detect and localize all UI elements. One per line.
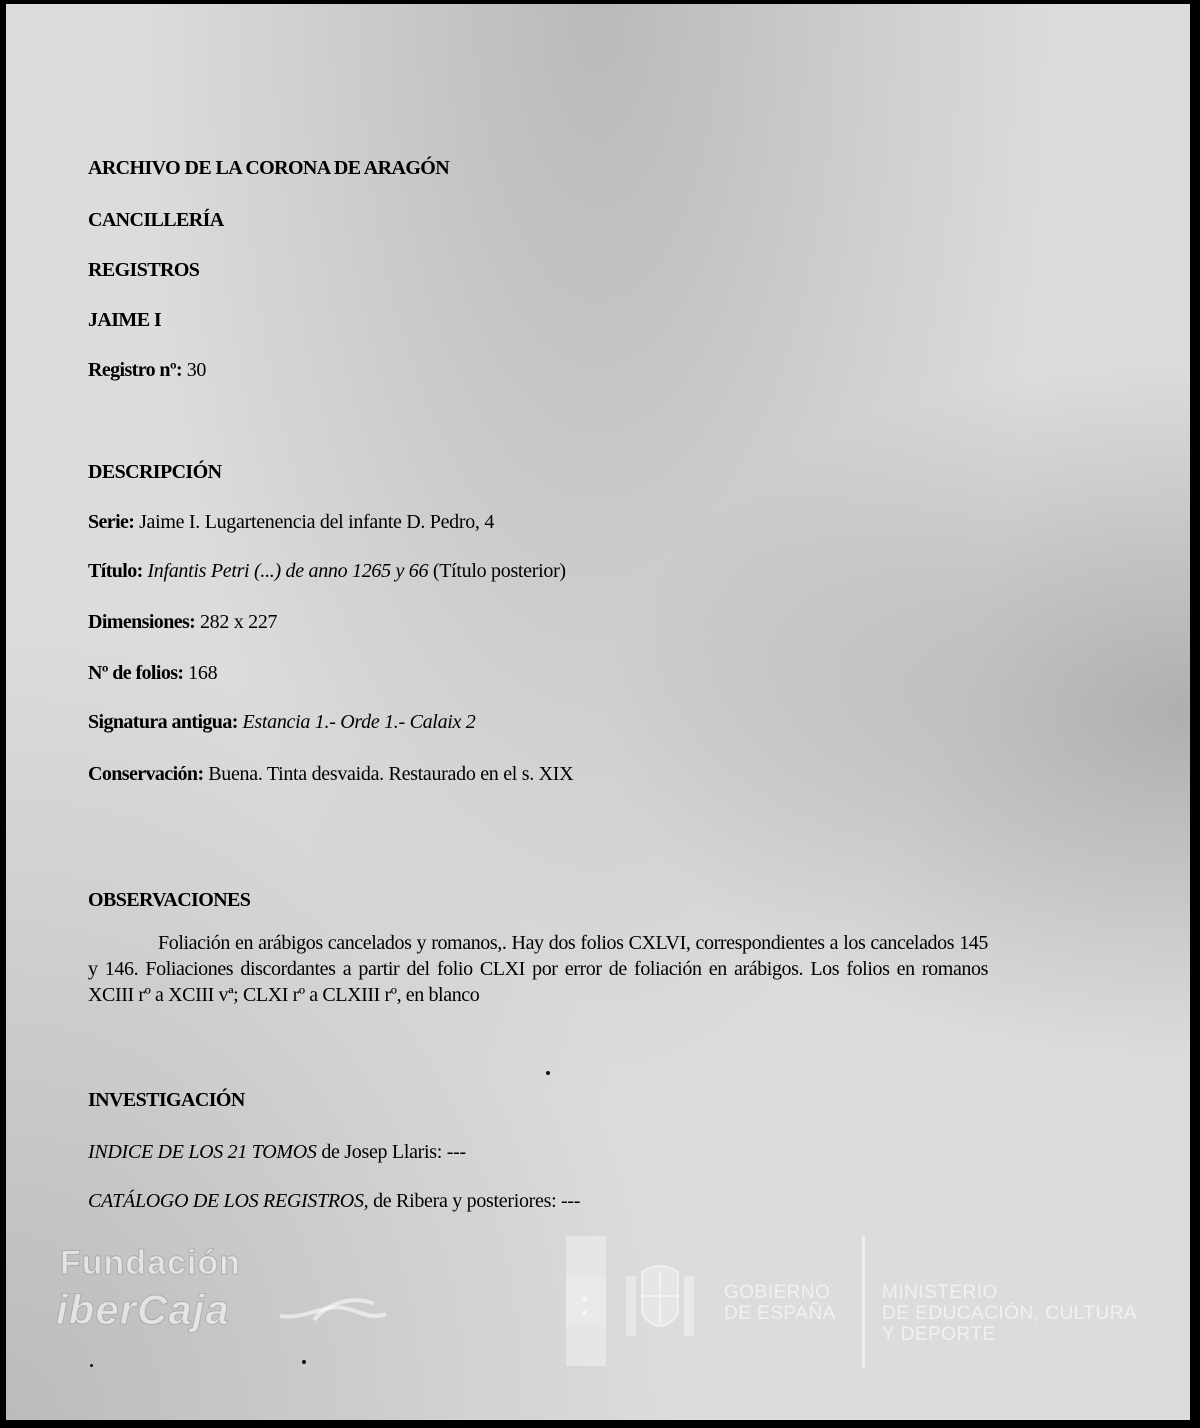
gobierno-de-espana-text: [724, 1282, 836, 1324]
signatura-label: Signatura antigua:: [88, 711, 238, 733]
dimensiones-label: Dimensiones:: [88, 611, 196, 633]
spain-flag-icon: [566, 1236, 606, 1366]
gobierno-line-2: DE ESPAÑA: [724, 1303, 836, 1324]
indice-title: INDICE DE LOS 21 TOMOS: [88, 1141, 317, 1163]
section-title: CANCILLERÍA: [88, 209, 224, 231]
spain-coat-of-arms-icon: [620, 1258, 700, 1348]
signatura-value: Estancia 1.- Orde 1.- Calaix 2: [242, 711, 476, 733]
folios-label: Nº de folios:: [88, 662, 184, 684]
indice-line: [88, 1140, 466, 1164]
folios-line: [88, 661, 217, 685]
scan-speck: [302, 1360, 306, 1364]
titulo-note: (Título posterior): [432, 560, 566, 582]
signatura-line: [88, 710, 476, 734]
registro-label: Registro nº:: [88, 359, 183, 381]
conservacion-value: Buena. Tinta desvaida. Restaurado en el s. XIX: [208, 763, 574, 785]
archive-title: ARCHIVO DE LA CORONA DE ARAGÓN: [88, 157, 450, 179]
logo-divider: [862, 1236, 865, 1368]
gobierno-line-1: GOBIERNO: [724, 1282, 831, 1303]
titulo-label: Título:: [88, 560, 143, 582]
ministerio-text: [882, 1282, 1137, 1345]
observaciones-text: Foliación en arábigos cancelados y romanos,. Hay dos folios CXLVI, correspondientes a los cancelados 145 y 146. Foliaciones discordantes a partir del folio CLXI por error de foliación en arábigos. Los folios en romanos XCIII rº a XCIII vª; CLXI rº a CLXIII rº, en blanco: [88, 932, 988, 1006]
serie-line: [88, 510, 494, 534]
dimensiones-value: 282 x 227: [199, 611, 278, 633]
svg-text:★: ★: [580, 1294, 589, 1305]
scan-speck: [546, 1071, 550, 1075]
conservacion-line: [88, 762, 573, 786]
series-title: REGISTROS: [88, 259, 200, 281]
ministerio-line-2: DE EDUCACIÓN, CULTURA: [882, 1303, 1138, 1324]
titulo-line: [88, 559, 566, 583]
ibercaja-logo-text: iberCaja: [56, 1286, 230, 1333]
registro-line: [88, 358, 206, 382]
registro-value: 30: [186, 359, 207, 381]
catalogo-line: [88, 1189, 580, 1213]
catalogo-title: CATÁLOGO DE LOS REGISTROS,: [88, 1190, 369, 1212]
fundacion-ibercaja-logo: [56, 1244, 396, 1344]
svg-text:★: ★: [580, 1308, 589, 1319]
investigacion-heading: INVESTIGACIÓN: [88, 1089, 245, 1111]
ministerio-line-1: MINISTERIO: [882, 1282, 998, 1303]
dimensiones-line: [88, 610, 277, 634]
serie-label: Serie:: [88, 511, 135, 533]
document-page: [6, 4, 1190, 1420]
folios-value: 168: [188, 662, 218, 684]
scan-speck: [90, 1364, 93, 1367]
ministerio-line-3: Y DEPORTE: [882, 1324, 996, 1345]
indice-rest: de Josep Llaris: ---: [321, 1141, 466, 1163]
ibercaja-swirl-icon: [274, 1286, 394, 1334]
king-title: JAIME I: [88, 309, 162, 331]
conservacion-label: Conservación:: [88, 763, 204, 785]
titulo-value: Infantis Petri (...) de anno 1265 y 66: [147, 560, 429, 582]
catalogo-rest: de Ribera y posteriores: ---: [373, 1190, 581, 1212]
observaciones-heading: OBSERVACIONES: [88, 889, 251, 911]
serie-value: Jaime I. Lugartenencia del infante D. Pedro, 4: [139, 511, 495, 533]
fundacion-logo-text: Fundación: [60, 1244, 241, 1282]
descripcion-heading: DESCRIPCIÓN: [88, 461, 222, 483]
